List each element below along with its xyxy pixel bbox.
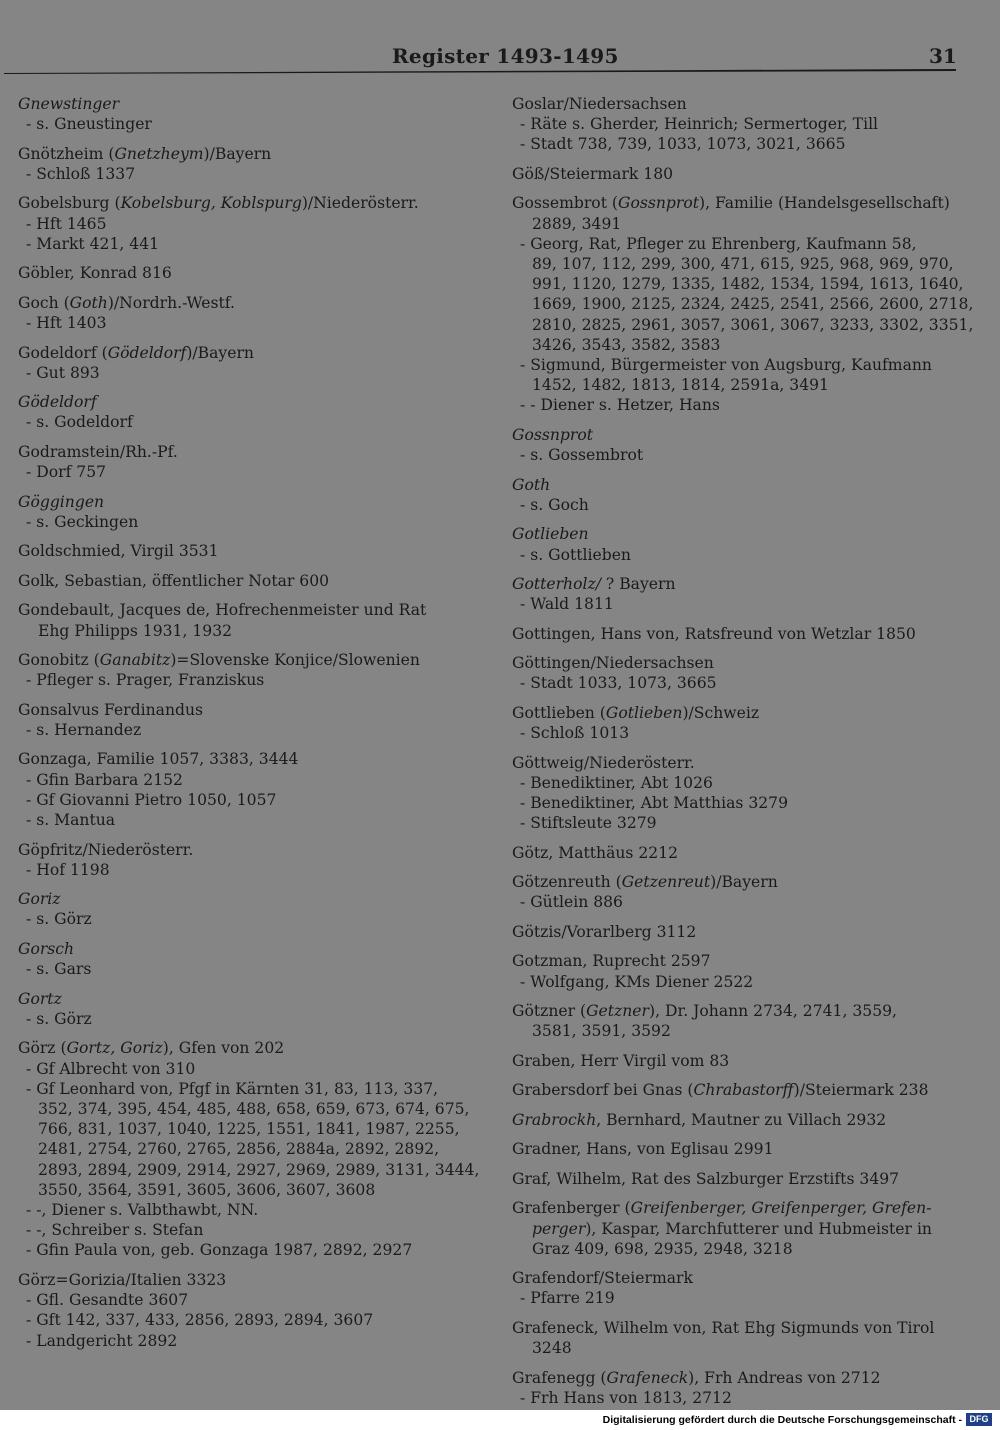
register-entry	[18, 392, 458, 432]
entry-subentry	[18, 114, 458, 134]
entry-text: - s. Hernandez	[26, 720, 142, 739]
entry-text: 3248	[532, 1339, 572, 1358]
register-entry	[512, 1368, 957, 1408]
entry-text: - Frh Hans von 1813, 2712	[520, 1388, 732, 1407]
entry-text: Gondebault, Jacques de, Hofrechenmeister und Rat	[18, 601, 427, 620]
entry-text: )/Steiermark 238	[793, 1081, 929, 1100]
entry-text: - s. Godeldorf	[26, 413, 133, 432]
register-entry	[512, 1139, 957, 1159]
register-entry	[512, 1169, 957, 1189]
entry-continuation	[512, 254, 957, 274]
entry-subentry	[512, 445, 957, 465]
entry-text: - Gütlein 886	[520, 893, 623, 912]
register-entry	[512, 524, 957, 564]
entry-text: Ehg Philipps 1931, 1932	[38, 621, 233, 640]
italic-name-variant: Goriz	[18, 890, 61, 909]
entry-heading	[512, 1198, 957, 1218]
entry-text: Goch (	[18, 293, 70, 312]
entry-text: 3581, 3591, 3592	[532, 1022, 671, 1041]
entry-subentry	[512, 594, 957, 614]
entry-text: - s. Gottlieben	[520, 545, 631, 564]
register-column-left	[18, 94, 480, 1360]
entry-text: Götzner (	[512, 1002, 587, 1021]
italic-name-variant: Kobelsburg, Koblspurg	[120, 194, 302, 213]
entry-text: - s. Görz	[26, 910, 92, 929]
entry-text: Gottingen, Hans von, Ratsfreund von Wetzlar 1850	[512, 624, 916, 643]
entry-continuation	[18, 1099, 470, 1119]
entry-subentry	[18, 512, 458, 532]
italic-name-variant: Gossnprot	[618, 194, 699, 213]
entry-text: Grafenberger (	[512, 1199, 631, 1218]
entry-text: )/Bayern	[710, 873, 778, 892]
entry-continuation	[512, 335, 957, 355]
entry-subentry	[18, 234, 458, 254]
footer-bar	[0, 1410, 1000, 1430]
entry-heading	[18, 343, 458, 363]
entry-subentry	[512, 114, 957, 134]
register-entry	[512, 193, 974, 415]
entry-text: 2481, 2754, 2760, 2765, 2856, 2884a, 2892, 2892,	[38, 1140, 440, 1159]
entry-subentry	[18, 313, 458, 333]
register-entry	[18, 343, 458, 383]
entry-heading	[512, 753, 957, 773]
entry-continuation	[512, 375, 957, 395]
italic-name-variant: Ganabitz	[99, 651, 171, 670]
entry-text: 3550, 3564, 3591, 3605, 3606, 3607, 3608	[38, 1180, 376, 1199]
entry-text: )/Bayern	[186, 343, 254, 362]
entry-text: Grafeneck, Wilhelm von, Rat Ehg Sigmunds von Tirol	[512, 1318, 935, 1337]
register-entry	[512, 1001, 957, 1041]
entry-heading	[512, 843, 957, 863]
entry-text: 766, 831, 1037, 1040, 1225, 1551, 1841, 1987, 2255,	[38, 1120, 460, 1139]
entry-text: - Landgericht 2892	[26, 1331, 178, 1350]
entry-text: - Benediktiner, Abt Matthias 3279	[520, 794, 789, 813]
entry-text: ), Dr. Johann 2734, 2741, 3559,	[649, 1002, 898, 1021]
italic-name-variant: Gotterholz/	[512, 575, 601, 594]
register-entry	[512, 922, 957, 942]
entry-subentry	[18, 1079, 458, 1099]
entry-text: Graben, Herr Virgil vom 83	[512, 1051, 730, 1070]
register-entry	[18, 541, 458, 561]
entry-text: Götz, Matthäus 2212	[512, 843, 679, 862]
entry-text: Görz (	[18, 1039, 67, 1058]
italic-name-variant: Gossnprot	[512, 425, 593, 444]
entry-subentry	[18, 959, 458, 979]
entry-text: Gonzaga, Familie 1057, 3383, 3444	[18, 750, 299, 769]
entry-text: - Markt 421, 441	[26, 234, 160, 253]
entry-heading	[512, 922, 957, 942]
entry-text: Göpfritz/Niederösterr.	[18, 840, 194, 859]
entry-subentry	[18, 1009, 458, 1029]
italic-name-variant: Gortz	[18, 989, 62, 1008]
italic-name-variant: Gnewstinger	[18, 95, 120, 113]
entry-heading	[18, 144, 458, 164]
entry-heading	[512, 524, 957, 544]
register-entry	[512, 624, 957, 644]
entry-text: ), Familie (Handelsgesellschaft)	[698, 194, 950, 213]
entry-subentry	[18, 670, 458, 690]
register-entry	[18, 263, 458, 283]
entry-text: - Wald 1811	[520, 595, 614, 614]
register-entry	[18, 1270, 458, 1351]
entry-text: - -, Diener s. Valbthawbt, NN.	[26, 1200, 259, 1219]
entry-text: Götzenreuth (	[512, 873, 622, 892]
funding-credit: Digitalisierung gefördert durch die Deutsche Forschungsgemeinschaft -	[602, 1414, 962, 1426]
entry-subentry	[512, 134, 957, 154]
page-number: 31	[929, 44, 957, 68]
italic-name-variant: Goth	[512, 475, 551, 494]
entry-text: Godeldorf (	[18, 343, 108, 362]
entry-heading	[18, 939, 458, 959]
entry-text: Gnötzheim (	[18, 144, 115, 163]
entry-subentry	[512, 972, 957, 992]
register-entry	[512, 653, 957, 693]
entry-subentry	[18, 214, 458, 234]
entry-text: ), Gfen von 202	[162, 1039, 285, 1058]
italic-name-variant: Gotlieben	[605, 703, 683, 722]
entry-text: - Stadt 1033, 1073, 3665	[520, 674, 717, 693]
entry-text: - Sigmund, Bürgermeister von Augsburg, Kaufmann	[520, 356, 932, 375]
register-entry	[18, 492, 458, 532]
register-entry	[512, 1268, 957, 1308]
entry-heading	[18, 650, 458, 670]
entry-text: 991, 1120, 1279, 1335, 1482, 1534, 1594, 1613, 1640,	[532, 275, 964, 294]
entry-heading	[512, 653, 957, 673]
italic-name-variant: Goth	[69, 293, 108, 312]
entry-continuation	[512, 315, 974, 335]
entry-heading	[512, 1051, 957, 1071]
entry-subentry	[18, 1220, 458, 1240]
register-entry	[512, 951, 957, 991]
entry-text: - s. Gars	[26, 960, 92, 979]
italic-name-variant: Grafeneck	[606, 1368, 689, 1387]
entry-text: Goslar/Niedersachsen	[512, 95, 687, 113]
entry-text: 352, 374, 395, 454, 485, 488, 658, 659, 673, 674, 675,	[38, 1099, 470, 1118]
entry-text: - Hft 1465	[26, 214, 107, 233]
register-entry	[512, 753, 957, 834]
entry-subentry	[512, 673, 957, 693]
entry-heading	[18, 1270, 458, 1290]
entry-subentry	[18, 1310, 458, 1330]
entry-text: Göbler, Konrad 816	[18, 264, 172, 283]
entry-heading	[512, 164, 957, 184]
entry-text: 2893, 2894, 2909, 2914, 2927, 2969, 2989, 3131, 3444,	[38, 1160, 480, 1179]
entry-continuation	[512, 1239, 957, 1259]
italic-name-variant: Göggingen	[18, 492, 105, 511]
entry-subentry	[512, 793, 957, 813]
register-entry	[512, 164, 957, 184]
entry-text: Goldschmied, Virgil 3531	[18, 542, 219, 561]
entry-text: Gonobitz (	[18, 651, 100, 670]
register-entry	[512, 1198, 957, 1259]
entry-text: Göttingen/Niedersachsen	[512, 654, 714, 673]
entry-text: - Räte s. Gherder, Heinrich; Sermertoger, Till	[520, 115, 879, 134]
entry-continuation	[18, 621, 458, 641]
entry-subentry	[18, 790, 458, 810]
entry-continuation	[18, 1119, 458, 1139]
entry-text: - Benediktiner, Abt 1026	[520, 773, 713, 792]
entry-text: 89, 107, 112, 299, 300, 471, 615, 925, 968, 969, 970,	[532, 255, 954, 274]
entry-continuation	[512, 1219, 957, 1239]
italic-name-variant: Gorsch	[18, 939, 75, 958]
entry-text: Graf, Wilhelm, Rat des Salzburger Erzstifts 3497	[512, 1169, 900, 1188]
entry-text: - Gut 893	[26, 363, 100, 382]
entry-text: 2889, 3491	[532, 214, 622, 233]
entry-subentry	[18, 164, 458, 184]
entry-text: - Pfarre 219	[520, 1289, 615, 1308]
entry-subentry	[512, 723, 957, 743]
entry-text: - Stadt 738, 739, 1033, 1073, 3021, 3665	[520, 135, 846, 154]
entry-subentry	[512, 813, 957, 833]
entry-heading	[18, 263, 458, 283]
entry-text: - s. Goch	[520, 495, 589, 514]
register-entry	[18, 840, 458, 880]
register-entry	[18, 1038, 480, 1260]
register-entry	[18, 293, 458, 333]
entry-continuation	[18, 1160, 480, 1180]
entry-text: - Gf Giovanni Pietro 1050, 1057	[26, 790, 277, 809]
entry-text: Götzis/Vorarlberg 3112	[512, 922, 697, 941]
entry-heading	[18, 392, 458, 412]
entry-text: Grabersdorf bei Gnas (	[512, 1081, 694, 1100]
italic-name-variant: Chrabastorff	[693, 1081, 794, 1100]
italic-name-variant: Grabrockh	[512, 1110, 597, 1129]
entry-subentry	[18, 1059, 458, 1079]
entry-text: 1452, 1482, 1813, 1814, 2591a, 3491	[532, 376, 829, 395]
entry-subentry	[512, 395, 957, 415]
register-entry	[18, 571, 458, 591]
entry-text: - s. Gneustinger	[26, 115, 152, 134]
entry-heading	[18, 94, 458, 114]
entry-heading	[18, 193, 458, 213]
register-entry	[18, 600, 458, 640]
entry-text: Gossembrot (	[512, 194, 618, 213]
entry-text: - Schloß 1337	[26, 164, 136, 183]
entry-text: )=Slovenske Konjice/Slowenien	[170, 651, 420, 670]
entry-continuation	[18, 1180, 458, 1200]
entry-text: 3426, 3543, 3582, 3583	[532, 335, 721, 354]
entry-heading	[18, 442, 458, 462]
entry-text: - - Diener s. Hetzer, Hans	[520, 396, 720, 415]
register-entry	[18, 989, 458, 1029]
entry-text: Gobelsburg (	[18, 194, 121, 213]
italic-name-variant: Getzenreut	[621, 873, 711, 892]
entry-text: )/Nordrh.-Westf.	[107, 293, 235, 312]
entry-subentry	[18, 860, 458, 880]
entry-heading	[512, 475, 957, 495]
register-entry	[512, 872, 957, 912]
entry-heading	[18, 541, 458, 561]
register-entry	[512, 94, 957, 155]
entry-text: )/Bayern	[203, 144, 272, 163]
register-entry	[18, 749, 458, 830]
entry-heading	[512, 193, 957, 213]
entry-subentry	[18, 1331, 458, 1351]
entry-heading	[512, 1268, 957, 1288]
entry-text: Godramstein/Rh.-Pf.	[18, 442, 178, 461]
entry-heading	[512, 574, 957, 594]
entry-subentry	[18, 363, 458, 383]
italic-name-variant: Gortz, Goriz	[66, 1039, 163, 1058]
entry-text: Graz 409, 698, 2935, 2948, 3218	[532, 1239, 793, 1258]
entry-subentry	[18, 720, 458, 740]
entry-text: Göttweig/Niederösterr.	[512, 753, 695, 772]
entry-heading	[512, 951, 957, 971]
entry-text: - Schloß 1013	[520, 724, 630, 743]
register-entry	[512, 425, 957, 465]
entry-text: - Gfin Paula von, geb. Gonzaga 1987, 2892, 2927	[26, 1241, 413, 1260]
entry-subentry	[18, 909, 458, 929]
entry-heading	[512, 872, 957, 892]
entry-heading	[18, 571, 458, 591]
entry-text: - Pfleger s. Prager, Franziskus	[26, 671, 265, 690]
entry-text: - Hof 1198	[26, 860, 110, 879]
entry-continuation	[512, 294, 974, 314]
entry-text: - Gf Leonhard von, Pfgf in Kärnten 31, 83, 113, 337,	[26, 1079, 439, 1098]
entry-heading	[18, 492, 458, 512]
entry-continuation	[18, 1139, 458, 1159]
italic-name-variant: Gödeldorf	[107, 343, 187, 362]
entry-text: ? Bayern	[600, 575, 676, 594]
entry-subentry	[512, 773, 957, 793]
entry-heading	[512, 624, 957, 644]
italic-name-variant: Gödeldorf	[18, 393, 97, 412]
entry-text: - s. Gossembrot	[520, 446, 644, 465]
entry-text: - Gft 142, 337, 433, 2856, 2893, 2894, 3607	[26, 1311, 374, 1330]
entry-text: - Wolfgang, KMs Diener 2522	[520, 972, 754, 991]
register-entry	[18, 144, 458, 184]
entry-heading	[18, 600, 458, 620]
entry-text: Grafendorf/Steiermark	[512, 1269, 693, 1288]
register-entry	[512, 1080, 957, 1100]
entry-heading	[18, 293, 458, 313]
register-entry	[18, 193, 458, 254]
italic-name-variant: perger	[532, 1219, 586, 1238]
entry-text: - Stiftsleute 3279	[520, 814, 657, 833]
entry-subentry	[512, 892, 957, 912]
entry-text: Grafenegg (	[512, 1368, 607, 1387]
entry-heading	[18, 889, 458, 909]
entry-text: )/Niederösterr.	[301, 194, 419, 213]
entry-heading	[18, 840, 458, 860]
entry-text: Golk, Sebastian, öffentlicher Notar 600	[18, 571, 330, 590]
register-entry	[512, 1110, 957, 1130]
entry-text: - Hft 1403	[26, 314, 107, 333]
entry-subentry	[512, 234, 957, 254]
entry-continuation	[512, 1338, 957, 1358]
entry-heading	[512, 1139, 957, 1159]
entry-heading	[512, 1318, 957, 1338]
entry-text: Gonsalvus Ferdinandus	[18, 700, 204, 719]
entry-heading	[512, 1169, 957, 1189]
entry-subentry	[18, 1240, 458, 1260]
register-entry	[18, 650, 458, 690]
entry-text: Gotzman, Ruprecht 2597	[512, 952, 711, 971]
register-entry	[18, 889, 458, 929]
dfg-logo: DFG	[966, 1413, 992, 1426]
entry-text: , Bernhard, Mautner zu Villach 2932	[596, 1110, 887, 1129]
entry-subentry	[512, 1388, 957, 1408]
entry-text: - s. Mantua	[26, 811, 116, 830]
entry-text: - s. Görz	[26, 1009, 92, 1028]
entry-text: - Gfin Barbara 2152	[26, 770, 183, 789]
entry-heading	[512, 1001, 957, 1021]
entry-heading	[512, 1368, 957, 1388]
entry-continuation	[512, 214, 957, 234]
entry-subentry	[18, 462, 458, 482]
italic-name-variant: Greifenberger, Greifenperger, Grefen-	[630, 1199, 932, 1218]
entry-text: - Gf Albrecht von 310	[26, 1059, 196, 1078]
italic-name-variant: Gnetzheym	[114, 144, 204, 163]
register-entry	[512, 475, 957, 515]
entry-text: ), Frh Andreas von 2712	[688, 1368, 881, 1387]
entry-subentry	[18, 412, 458, 432]
register-entry	[18, 94, 458, 134]
register-entry	[512, 843, 957, 863]
entry-text: - Georg, Rat, Pfleger zu Ehrenberg, Kaufmann 58,	[520, 234, 917, 253]
entry-subentry	[18, 770, 458, 790]
entry-subentry	[18, 1290, 458, 1310]
entry-subentry	[18, 810, 458, 830]
header-rule	[4, 68, 956, 74]
entry-subentry	[512, 545, 957, 565]
entry-heading	[512, 1110, 957, 1130]
entry-text: Gradner, Hans, von Eglisau 2991	[512, 1140, 774, 1159]
entry-heading	[18, 700, 458, 720]
entry-text: Gottlieben (	[512, 703, 606, 722]
register-column-right	[512, 94, 974, 1417]
register-entry	[18, 939, 458, 979]
entry-text: 1669, 1900, 2125, 2324, 2425, 2541, 2566, 2600, 2718,	[532, 295, 974, 314]
entry-text: - s. Geckingen	[26, 512, 139, 531]
entry-text: - -, Schreiber s. Stefan	[26, 1221, 204, 1240]
entry-heading	[18, 989, 458, 1009]
entry-heading	[18, 1038, 458, 1058]
entry-text: Görz=Gorizia/Italien 3323	[18, 1270, 227, 1289]
italic-name-variant: Gotlieben	[512, 525, 589, 544]
register-entry	[18, 700, 458, 740]
entry-heading	[512, 703, 957, 723]
entry-heading	[18, 749, 458, 769]
italic-name-variant: Getzner	[586, 1002, 649, 1021]
running-header-title: Register 1493-1495	[392, 44, 619, 68]
entry-text: ), Kaspar, Marchfutterer und Hubmeister in	[585, 1219, 932, 1238]
register-entry	[512, 1051, 957, 1071]
entry-text: - Gfl. Gesandte 3607	[26, 1291, 189, 1310]
entry-subentry	[512, 495, 957, 515]
entry-text: Göß/Steiermark 180	[512, 164, 674, 183]
register-entry	[512, 703, 957, 743]
entry-text: 2810, 2825, 2961, 3057, 3061, 3067, 3233, 3302, 3351,	[532, 315, 974, 334]
entry-subentry	[18, 1200, 458, 1220]
register-entry	[18, 442, 458, 482]
entry-continuation	[512, 1021, 957, 1041]
entry-heading	[512, 94, 957, 114]
register-entry	[512, 1318, 957, 1358]
entry-continuation	[512, 274, 964, 294]
register-entry	[512, 574, 957, 614]
entry-text: - Dorf 757	[26, 463, 107, 482]
entry-heading	[512, 425, 957, 445]
entry-subentry	[512, 1288, 957, 1308]
entry-heading	[512, 1080, 957, 1100]
entry-text: )/Schweiz	[682, 703, 760, 722]
entry-subentry	[512, 355, 957, 375]
